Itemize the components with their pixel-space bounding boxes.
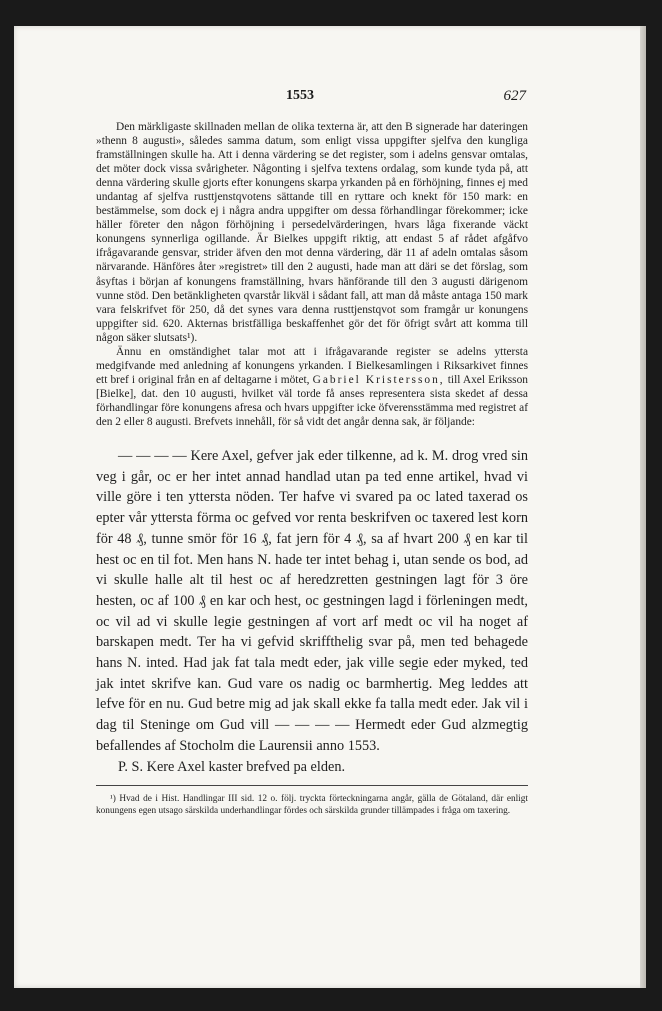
paragraph-2-lead: Ännu en omständighet talar mot att i ifrågavarande register se adelns yttersta medgifvande med anledning af konungens yrkanden. I Bielkesamlingen i Riksarkivet finnes ett bref i original från en af deltagarne i mötet, [96,345,528,386]
footnote-rule [96,785,528,786]
letter-postscript: P. S. Kere Axel kaster brefved pa elden. [118,758,346,775]
running-header [96,88,526,108]
paragraph-2-rest: till Axel Eriksson [Bielke], dat. den 10 augusti, hvilket väl torde få anses representera sista skedet af dessa förhandlingar före konungens afresa och hvars uppgifter icke öfverensstämma med registret af den 2 eller 8 augusti. Brefvets innehåll, för så vidt det angår denna sak, är följande: [96,373,528,428]
letter-quotation: — — — — Kere Axel, gefver jak eder tilkenne, ad k. M. drog vred sin veg i går, oc er her intet annad handlad utan pa ted enne artikel, hvad vi ville göre i ten yttersta nöden. Ter hafve vi svared pa oc lated taxerad os epter vår yttersta förma oc gefved vor renta beskrifven oc taxered lest korn för 48 ₰, tunne smör för 16 ₰, fat jern för 4 ₰, sa af hvart 200 ₰ en kar til hest oc en til fot. Men hans N. hade ter intet behag i, utan sende os bod, ad vi skulle halle alt til hest oc af heredzretten gestningen lagt för 3 öre hesten, oc af 100 ₰ en kar och hest, oc gestningen lagd i förleningen medt, oc vil ad vi skulle legie gestningen af vort arf medt oc vil ha noget af barskapen medt. Ter ha vi gefvid skriffthelig svar på, men ted behagede hans N. inted. Had jak fat tala medt eder, jak ville segie eder myked, ted jak intet skrifve kan. Gud vare os nadig oc barmhertig. Meg leddes att lefve för en nu. Gud betre mig ad jak skall ekke fa talla medt eder. Jak vil i dag til Steninge om Gud vill — — — — Hermedt eder Gud alzmegtig befallendes af Stocholm die Laurensii anno 1553. [96,448,528,754]
paragraph-2-name: Gabriel Kristersson, [312,373,445,386]
footnote: ¹) Hvad de i Hist. Handlingar III sid. 12 o. följ. tryckta förteckningarna angår, gälla de Götaland, där enligt konungens egen utsago särskilda underhandlingar fördes och särskilda grunder tillämpades i fråga om taxering. [96,794,528,816]
page-body [96,120,528,817]
page-edge [640,26,646,988]
header-year: 1553 [286,88,314,103]
page-number: 627 [503,88,526,104]
paragraph-2 [96,345,528,429]
book-page [14,26,646,988]
paragraph-1: Den märkligaste skillnaden mellan de olika texterna är, att den B signerade har dateringen »thenn 8 augusti», således samma datum, som enligt vissa uppgifter sjelfva den kungliga framställningen skulle ha. Att i denna värdering se det register, som i adelns gensvar omtalas, det möter dock vissa svårigheter. Någonting i sjelfva textens ordalag, som kunde tyda på, att denna värdering skulle gjorts efter konungens skarpa yrkanden på en förhöjning, finnes ej med undantag af sjelfva rusttjenstqvotens sättande till en ryttare och knekt för 150 mark: en bestämmelse, som dock ej i några andra uppgifter om dessa förhandlingar förekommer; icke häller företer den någon förhöjning i persedelvärderingen, hvars låga fixerande väckt konungens synnerliga ogillande. Är Bielkes uppgift riktig, att endast 5 af rådet afgåfvo ifrågavarande gensvar, strider äfven den mot denna värdering, där 11 af adeln omtalas såsom närvarande. Hänföres åter »registret» till den 2 augusti, hade man att däri se det förslag, som åsyftas i början af konungens framställning, hvars hänförande till den 3 augusti därigenom vunne stöd. Den betänkligheten qvarstår likväl i sådant fall, att man då måste antaga 150 mark vara felskrifvet för 250, då det synes vara denna rusttjenstqvot som framgår ur konungens uppgifter sid. 620. Akternas bristfälliga beskaffenhet gör det för öfrigt svårt att komma till någon säker slutsats¹). [96,121,528,344]
